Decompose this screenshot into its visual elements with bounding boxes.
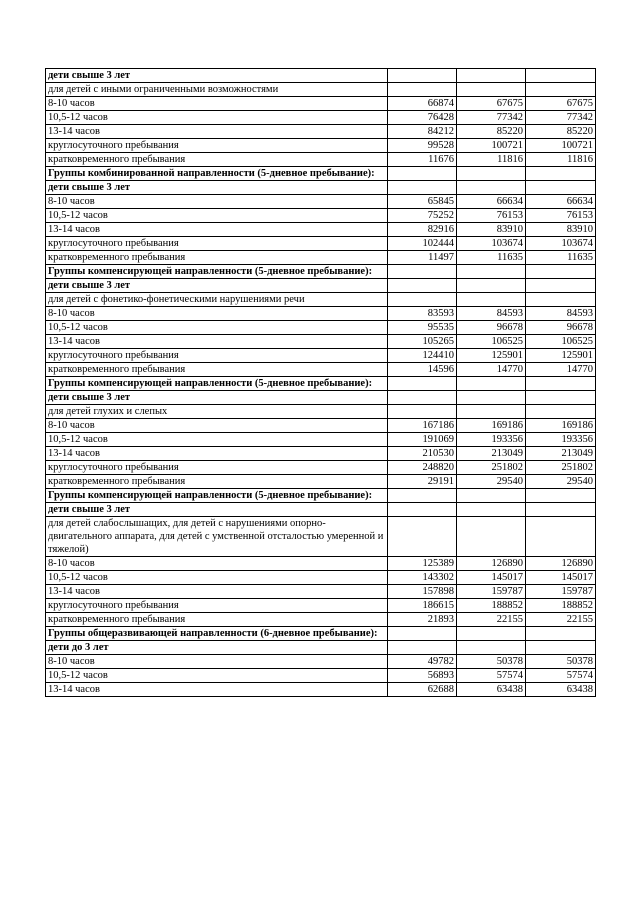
table-row: [46, 447, 596, 461]
tariff-table: [45, 68, 596, 697]
section-heading: дети свыше 3 лет: [46, 181, 388, 195]
value-cell-2: 22155: [457, 613, 526, 627]
row-label: 13-14 часов: [46, 335, 388, 349]
table-row: [46, 557, 596, 571]
value-cell-2: [457, 627, 526, 641]
value-cell-3: 126890: [526, 557, 596, 571]
row-label: 10,5-12 часов: [46, 209, 388, 223]
value-cell-3: [526, 517, 596, 557]
value-cell-3: 63438: [526, 683, 596, 697]
value-cell-2: 169186: [457, 419, 526, 433]
value-cell-3: 11816: [526, 153, 596, 167]
table-row: [46, 167, 596, 181]
row-label: 13-14 часов: [46, 125, 388, 139]
table-row: [46, 181, 596, 195]
row-label: круглосуточного пребывания: [46, 139, 388, 153]
value-cell-3: 100721: [526, 139, 596, 153]
value-cell-2: 193356: [457, 433, 526, 447]
table-row: [46, 363, 596, 377]
value-cell-2: 213049: [457, 447, 526, 461]
value-cell-3: [526, 181, 596, 195]
table-row: [46, 83, 596, 97]
value-cell-1: 248820: [388, 461, 457, 475]
row-label: 10,5-12 часов: [46, 571, 388, 585]
table-row: [46, 571, 596, 585]
value-cell-1: 102444: [388, 237, 457, 251]
value-cell-1: [388, 181, 457, 195]
value-cell-1: 11497: [388, 251, 457, 265]
value-cell-1: [388, 265, 457, 279]
row-label: кратковременного пребывания: [46, 613, 388, 627]
table-row: [46, 517, 596, 557]
value-cell-2: 29540: [457, 475, 526, 489]
value-cell-1: [388, 293, 457, 307]
value-cell-2: [457, 503, 526, 517]
row-label: кратковременного пребывания: [46, 251, 388, 265]
row-label: 10,5-12 часов: [46, 433, 388, 447]
row-label: круглосуточного пребывания: [46, 349, 388, 363]
value-cell-1: 11676: [388, 153, 457, 167]
value-cell-1: [388, 83, 457, 97]
value-cell-1: 210530: [388, 447, 457, 461]
value-cell-1: 56893: [388, 669, 457, 683]
value-cell-3: 96678: [526, 321, 596, 335]
value-cell-1: 143302: [388, 571, 457, 585]
value-cell-2: 67675: [457, 97, 526, 111]
value-cell-3: [526, 377, 596, 391]
value-cell-1: 76428: [388, 111, 457, 125]
table-row: [46, 391, 596, 405]
value-cell-1: [388, 503, 457, 517]
value-cell-3: [526, 405, 596, 419]
row-label: 13-14 часов: [46, 223, 388, 237]
value-cell-2: 125901: [457, 349, 526, 363]
value-cell-3: 50378: [526, 655, 596, 669]
value-cell-1: 82916: [388, 223, 457, 237]
row-label: для детей с иными ограниченными возможностями: [46, 83, 388, 97]
table-row: [46, 251, 596, 265]
table-row: [46, 335, 596, 349]
value-cell-1: 124410: [388, 349, 457, 363]
row-label: 10,5-12 часов: [46, 669, 388, 683]
value-cell-1: 66874: [388, 97, 457, 111]
row-label: круглосуточного пребывания: [46, 461, 388, 475]
table-row: [46, 139, 596, 153]
value-cell-3: 188852: [526, 599, 596, 613]
value-cell-3: 84593: [526, 307, 596, 321]
table-row: [46, 641, 596, 655]
table-row: [46, 489, 596, 503]
value-cell-3: 169186: [526, 419, 596, 433]
value-cell-1: [388, 279, 457, 293]
value-cell-1: 29191: [388, 475, 457, 489]
row-label: для детей с фонетико-фонетическими нарушениями речи: [46, 293, 388, 307]
row-label: 8-10 часов: [46, 307, 388, 321]
value-cell-2: 11635: [457, 251, 526, 265]
row-label: кратковременного пребывания: [46, 363, 388, 377]
value-cell-1: 62688: [388, 683, 457, 697]
value-cell-3: [526, 503, 596, 517]
value-cell-2: 84593: [457, 307, 526, 321]
value-cell-1: 84212: [388, 125, 457, 139]
value-cell-3: 106525: [526, 335, 596, 349]
value-cell-1: [388, 405, 457, 419]
value-cell-2: 106525: [457, 335, 526, 349]
value-cell-3: 14770: [526, 363, 596, 377]
value-cell-2: 77342: [457, 111, 526, 125]
value-cell-3: 145017: [526, 571, 596, 585]
value-cell-2: 63438: [457, 683, 526, 697]
value-cell-2: 126890: [457, 557, 526, 571]
value-cell-1: 49782: [388, 655, 457, 669]
value-cell-1: [388, 517, 457, 557]
value-cell-1: 125389: [388, 557, 457, 571]
value-cell-2: [457, 641, 526, 655]
value-cell-2: 76153: [457, 209, 526, 223]
value-cell-3: 76153: [526, 209, 596, 223]
value-cell-1: [388, 489, 457, 503]
value-cell-3: [526, 83, 596, 97]
value-cell-3: 11635: [526, 251, 596, 265]
value-cell-2: [457, 377, 526, 391]
row-label: для детей слабослышащих, для детей с нарушениями опорно-двигательного аппарата, для детей с умственной отсталостью умеренной и тяжелой): [46, 517, 388, 557]
value-cell-1: [388, 627, 457, 641]
section-heading: Группы компенсирующей направленности (5-дневное пребывание):: [46, 265, 388, 279]
row-label: 8-10 часов: [46, 655, 388, 669]
row-label: 13-14 часов: [46, 585, 388, 599]
value-cell-1: [388, 641, 457, 655]
value-cell-2: 159787: [457, 585, 526, 599]
value-cell-3: 85220: [526, 125, 596, 139]
value-cell-2: 100721: [457, 139, 526, 153]
table-row: [46, 419, 596, 433]
table-row: [46, 627, 596, 641]
table-row: [46, 349, 596, 363]
table-row: [46, 433, 596, 447]
section-heading: Группы компенсирующей направленности (5-дневное пребывание):: [46, 489, 388, 503]
section-heading: дети свыше 3 лет: [46, 503, 388, 517]
value-cell-1: [388, 69, 457, 83]
section-heading: дети свыше 3 лет: [46, 391, 388, 405]
value-cell-2: [457, 489, 526, 503]
table-row: [46, 321, 596, 335]
table-row: [46, 307, 596, 321]
value-cell-2: 145017: [457, 571, 526, 585]
value-cell-2: 96678: [457, 321, 526, 335]
value-cell-2: [457, 83, 526, 97]
value-cell-3: [526, 279, 596, 293]
value-cell-2: 85220: [457, 125, 526, 139]
value-cell-1: 65845: [388, 195, 457, 209]
table-row: [46, 265, 596, 279]
value-cell-2: [457, 265, 526, 279]
row-label: 13-14 часов: [46, 447, 388, 461]
table-row: [46, 503, 596, 517]
value-cell-3: 125901: [526, 349, 596, 363]
table-row: [46, 655, 596, 669]
value-cell-3: 213049: [526, 447, 596, 461]
value-cell-2: 83910: [457, 223, 526, 237]
value-cell-2: 11816: [457, 153, 526, 167]
table-row: [46, 405, 596, 419]
value-cell-1: [388, 377, 457, 391]
table-row: [46, 195, 596, 209]
row-label: 10,5-12 часов: [46, 321, 388, 335]
row-label: 8-10 часов: [46, 195, 388, 209]
value-cell-1: 167186: [388, 419, 457, 433]
value-cell-2: 66634: [457, 195, 526, 209]
table-row: [46, 461, 596, 475]
section-heading: дети свыше 3 лет: [46, 279, 388, 293]
section-heading: дети свыше 3 лет: [46, 69, 388, 83]
section-heading: дети до 3 лет: [46, 641, 388, 655]
value-cell-3: 29540: [526, 475, 596, 489]
value-cell-3: 193356: [526, 433, 596, 447]
value-cell-3: 66634: [526, 195, 596, 209]
row-label: 8-10 часов: [46, 419, 388, 433]
value-cell-1: 157898: [388, 585, 457, 599]
value-cell-3: [526, 391, 596, 405]
table-row: [46, 111, 596, 125]
value-cell-3: 103674: [526, 237, 596, 251]
value-cell-3: [526, 627, 596, 641]
value-cell-1: [388, 167, 457, 181]
row-label: 8-10 часов: [46, 557, 388, 571]
table-row: [46, 293, 596, 307]
value-cell-2: [457, 517, 526, 557]
value-cell-1: 191069: [388, 433, 457, 447]
value-cell-2: 103674: [457, 237, 526, 251]
value-cell-2: 14770: [457, 363, 526, 377]
value-cell-1: 21893: [388, 613, 457, 627]
value-cell-2: [457, 405, 526, 419]
value-cell-1: 105265: [388, 335, 457, 349]
value-cell-3: [526, 265, 596, 279]
section-heading: Группы комбинированной направленности (5-дневное пребывание):: [46, 167, 388, 181]
value-cell-1: 83593: [388, 307, 457, 321]
value-cell-1: 75252: [388, 209, 457, 223]
value-cell-2: 251802: [457, 461, 526, 475]
table-row: [46, 475, 596, 489]
row-label: 13-14 часов: [46, 683, 388, 697]
value-cell-2: 50378: [457, 655, 526, 669]
table-row: [46, 209, 596, 223]
table-row: [46, 125, 596, 139]
value-cell-1: 99528: [388, 139, 457, 153]
value-cell-3: 251802: [526, 461, 596, 475]
table-row: [46, 377, 596, 391]
table-row: [46, 613, 596, 627]
value-cell-3: 77342: [526, 111, 596, 125]
value-cell-3: [526, 69, 596, 83]
value-cell-3: 22155: [526, 613, 596, 627]
table-row: [46, 585, 596, 599]
value-cell-3: [526, 641, 596, 655]
value-cell-2: [457, 167, 526, 181]
value-cell-1: 186615: [388, 599, 457, 613]
value-cell-3: 67675: [526, 97, 596, 111]
value-cell-3: [526, 167, 596, 181]
value-cell-2: [457, 181, 526, 195]
value-cell-3: 159787: [526, 585, 596, 599]
table-row: [46, 97, 596, 111]
row-label: для детей глухих и слепых: [46, 405, 388, 419]
section-heading: Группы компенсирующей направленности (5-дневное пребывание):: [46, 377, 388, 391]
value-cell-2: [457, 279, 526, 293]
section-heading: Группы общеразвивающей направленности (6-дневное пребывание):: [46, 627, 388, 641]
value-cell-2: 188852: [457, 599, 526, 613]
value-cell-2: [457, 69, 526, 83]
row-label: кратковременного пребывания: [46, 475, 388, 489]
table-row: [46, 669, 596, 683]
value-cell-3: [526, 489, 596, 503]
value-cell-1: [388, 391, 457, 405]
value-cell-2: 57574: [457, 669, 526, 683]
value-cell-3: 83910: [526, 223, 596, 237]
row-label: 10,5-12 часов: [46, 111, 388, 125]
value-cell-2: [457, 391, 526, 405]
value-cell-3: 57574: [526, 669, 596, 683]
table-row: [46, 599, 596, 613]
row-label: 8-10 часов: [46, 97, 388, 111]
row-label: круглосуточного пребывания: [46, 599, 388, 613]
row-label: круглосуточного пребывания: [46, 237, 388, 251]
tariff-table-body: [46, 69, 596, 697]
table-row: [46, 153, 596, 167]
value-cell-1: 95535: [388, 321, 457, 335]
table-row: [46, 683, 596, 697]
table-row: [46, 223, 596, 237]
value-cell-3: [526, 293, 596, 307]
row-label: кратковременного пребывания: [46, 153, 388, 167]
value-cell-1: 14596: [388, 363, 457, 377]
table-row: [46, 279, 596, 293]
value-cell-2: [457, 293, 526, 307]
table-row: [46, 237, 596, 251]
table-row: [46, 69, 596, 83]
